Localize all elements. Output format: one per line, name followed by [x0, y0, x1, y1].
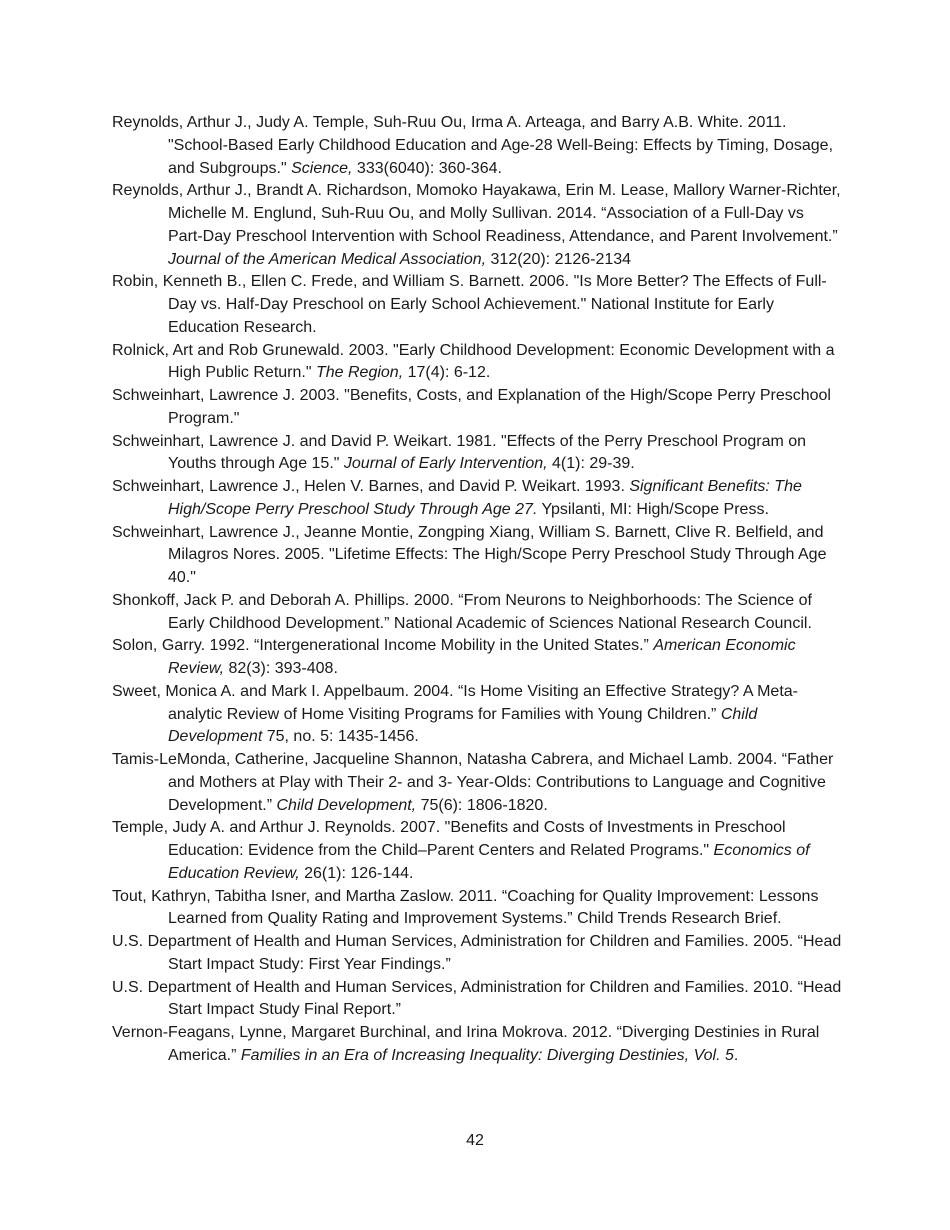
- reference-text: 4(1): 29-39.: [547, 455, 635, 473]
- reference-text: Shonkoff, Jack P. and Deborah A. Phillips. 2000. “From Neurons to Neighborhoods: The Science of Early Childhood Development.” National Academic of Sciences National Research Council.: [112, 591, 812, 632]
- reference-text: Ypsilanti, MI: High/Scope Press.: [537, 500, 769, 518]
- reference-text: U.S. Department of Health and Human Services, Administration for Children and Families. 2010. “Head Start Impact Study Final Report.”: [112, 978, 842, 1019]
- reference-text: 82(3): 393-408.: [224, 660, 338, 677]
- reference-entry: [112, 385, 842, 431]
- reference-text: Schweinhart, Lawrence J. 2003. "Benefits, Costs, and Explanation of the High/Scope Perry Preschool Program.": [112, 387, 831, 427]
- reference-text: Schweinhart, Lawrence J., Jeanne Montie, Zongping Xiang, William S. Barnett, Clive R. Belfield, and Milagros Nores. 2005. "Lifetime Effects: The High/Scope Perry Preschool Study Through Age 40.": [112, 523, 827, 586]
- reference-text: .: [733, 1046, 739, 1064]
- reference-text: Tout, Kathryn, Tabitha Isner, and Martha Zaslow. 2011. “Coaching for Quality Improvement: Lessons Learned from Quality Rating and Improvement Systems.” Child Trends Research Brief.: [112, 887, 819, 928]
- reference-entry: [112, 590, 842, 636]
- reference-text: Rolnick, Art and Rob Grunewald. 2003. "Early Childhood Development: Economic Development with a High Public Return.": [112, 341, 835, 382]
- reference-entry: [112, 180, 842, 271]
- reference-italic-text: The Region,: [315, 364, 404, 382]
- reference-entry: [112, 1022, 842, 1068]
- reference-text: Solon, Garry. 1992. “Intergenerational Income Mobility in the United States.”: [112, 637, 654, 655]
- reference-text: 26(1): 126-144.: [299, 864, 414, 882]
- reference-text: Schweinhart, Lawrence J. and David P. Weikart. 1981. "Effects of the Perry Preschool Program on Youths through Age 15.": [112, 432, 807, 473]
- reference-text: 17(4): 6-12.: [403, 364, 491, 382]
- reference-entry: [112, 431, 842, 477]
- reference-text: Vernon-Feagans, Lynne, Margaret Burchinal, and Irina Mokrova. 2012. “Diverging Destinies in Rural America.”: [112, 1024, 820, 1064]
- reference-italic-text: Economics of Education Review,: [168, 842, 810, 882]
- reference-entry: [112, 681, 842, 749]
- page-number: 42: [466, 1132, 484, 1149]
- reference-text: Tamis-LeMonda, Catherine, Jacqueline Shannon, Natasha Cabrera, and Michael Lamb. 2004. “Father and Mothers at Play with Their 2- and 3- Year-Olds: Contributions to Language and Cognitive Development.”: [112, 751, 834, 814]
- reference-italic-text: Child Development: [168, 705, 758, 746]
- reference-text: 333(6040): 360-364.: [352, 159, 502, 177]
- reference-italic-text: Journal of Early Intervention,: [343, 455, 548, 473]
- reference-entry: [112, 112, 842, 180]
- reference-entry: [112, 749, 842, 817]
- reference-entry: [112, 977, 842, 1023]
- reference-entry: [112, 522, 842, 590]
- reference-text: Temple, Judy A. and Arthur J. Reynolds. 2007. "Benefits and Costs of Investments in Preschool Education: Evidence from the Child–Parent Centers and Related Programs.": [112, 819, 786, 859]
- reference-italic-text: Significant Benefits: The High/Scope Perry Preschool Study Through Age 27.: [168, 478, 802, 518]
- reference-text: Sweet, Monica A. and Mark I. Appelbaum. 2004. “Is Home Visiting an Effective Strategy? A Meta-analytic Review of Home Visiting Programs for Families with Young Children.”: [112, 682, 798, 723]
- reference-entry: [112, 886, 842, 932]
- reference-text: Schweinhart, Lawrence J., Helen V. Barnes, and David P. Weikart. 1993.: [112, 478, 630, 495]
- reference-text: 312(20): 2126-2134: [486, 250, 632, 268]
- reference-entry: [112, 635, 842, 681]
- reference-italic-text: Journal of the American Medical Association,: [168, 250, 487, 268]
- reference-entry: [112, 271, 842, 339]
- reference-entry: [112, 817, 842, 885]
- reference-text: Reynolds, Arthur J., Judy A. Temple, Suh-Ruu Ou, Irma A. Arteaga, and Barry A.B. White. 2011. "School-Based Early Childhood Education and Age-28 Well-Being: Effects by Timing, Dosage, and Subgroups.": [112, 114, 834, 177]
- reference-text: U.S. Department of Health and Human Services, Administration for Children and Families. 2005. “Head Start Impact Study: First Year Findings.”: [112, 933, 842, 973]
- reference-italic-text: Child Development,: [276, 796, 417, 814]
- reference-italic-text: Science,: [291, 159, 353, 177]
- reference-text: 75, no. 5: 1435-1456.: [262, 728, 419, 746]
- reference-text: Robin, Kenneth B., Ellen C. Frede, and William S. Barnett. 2006. "Is More Better? The Effects of Full-Day vs. Half-Day Preschool on Early School Achievement." National Institute for Early Education Research.: [112, 273, 827, 336]
- reference-list: [112, 112, 842, 1068]
- reference-entry: [112, 931, 842, 977]
- reference-italic-text: American Economic Review,: [168, 637, 796, 677]
- reference-entry: [112, 340, 842, 386]
- reference-text: 75(6): 1806-1820.: [416, 796, 548, 814]
- reference-entry: [112, 476, 842, 522]
- reference-text: Reynolds, Arthur J., Brandt A. Richardson, Momoko Hayakawa, Erin M. Lease, Mallory Warner-Richter, Michelle M. Englund, Suh-Ruu Ou, and Molly Sullivan. 2014. “Association of a Full-Day vs Part-Day Preschool Intervention with School Readiness, Attendance, and Parent Involvement.”: [112, 182, 841, 245]
- reference-italic-text: Families in an Era of Increasing Inequality: Diverging Destinies, Vol. 5: [240, 1046, 734, 1064]
